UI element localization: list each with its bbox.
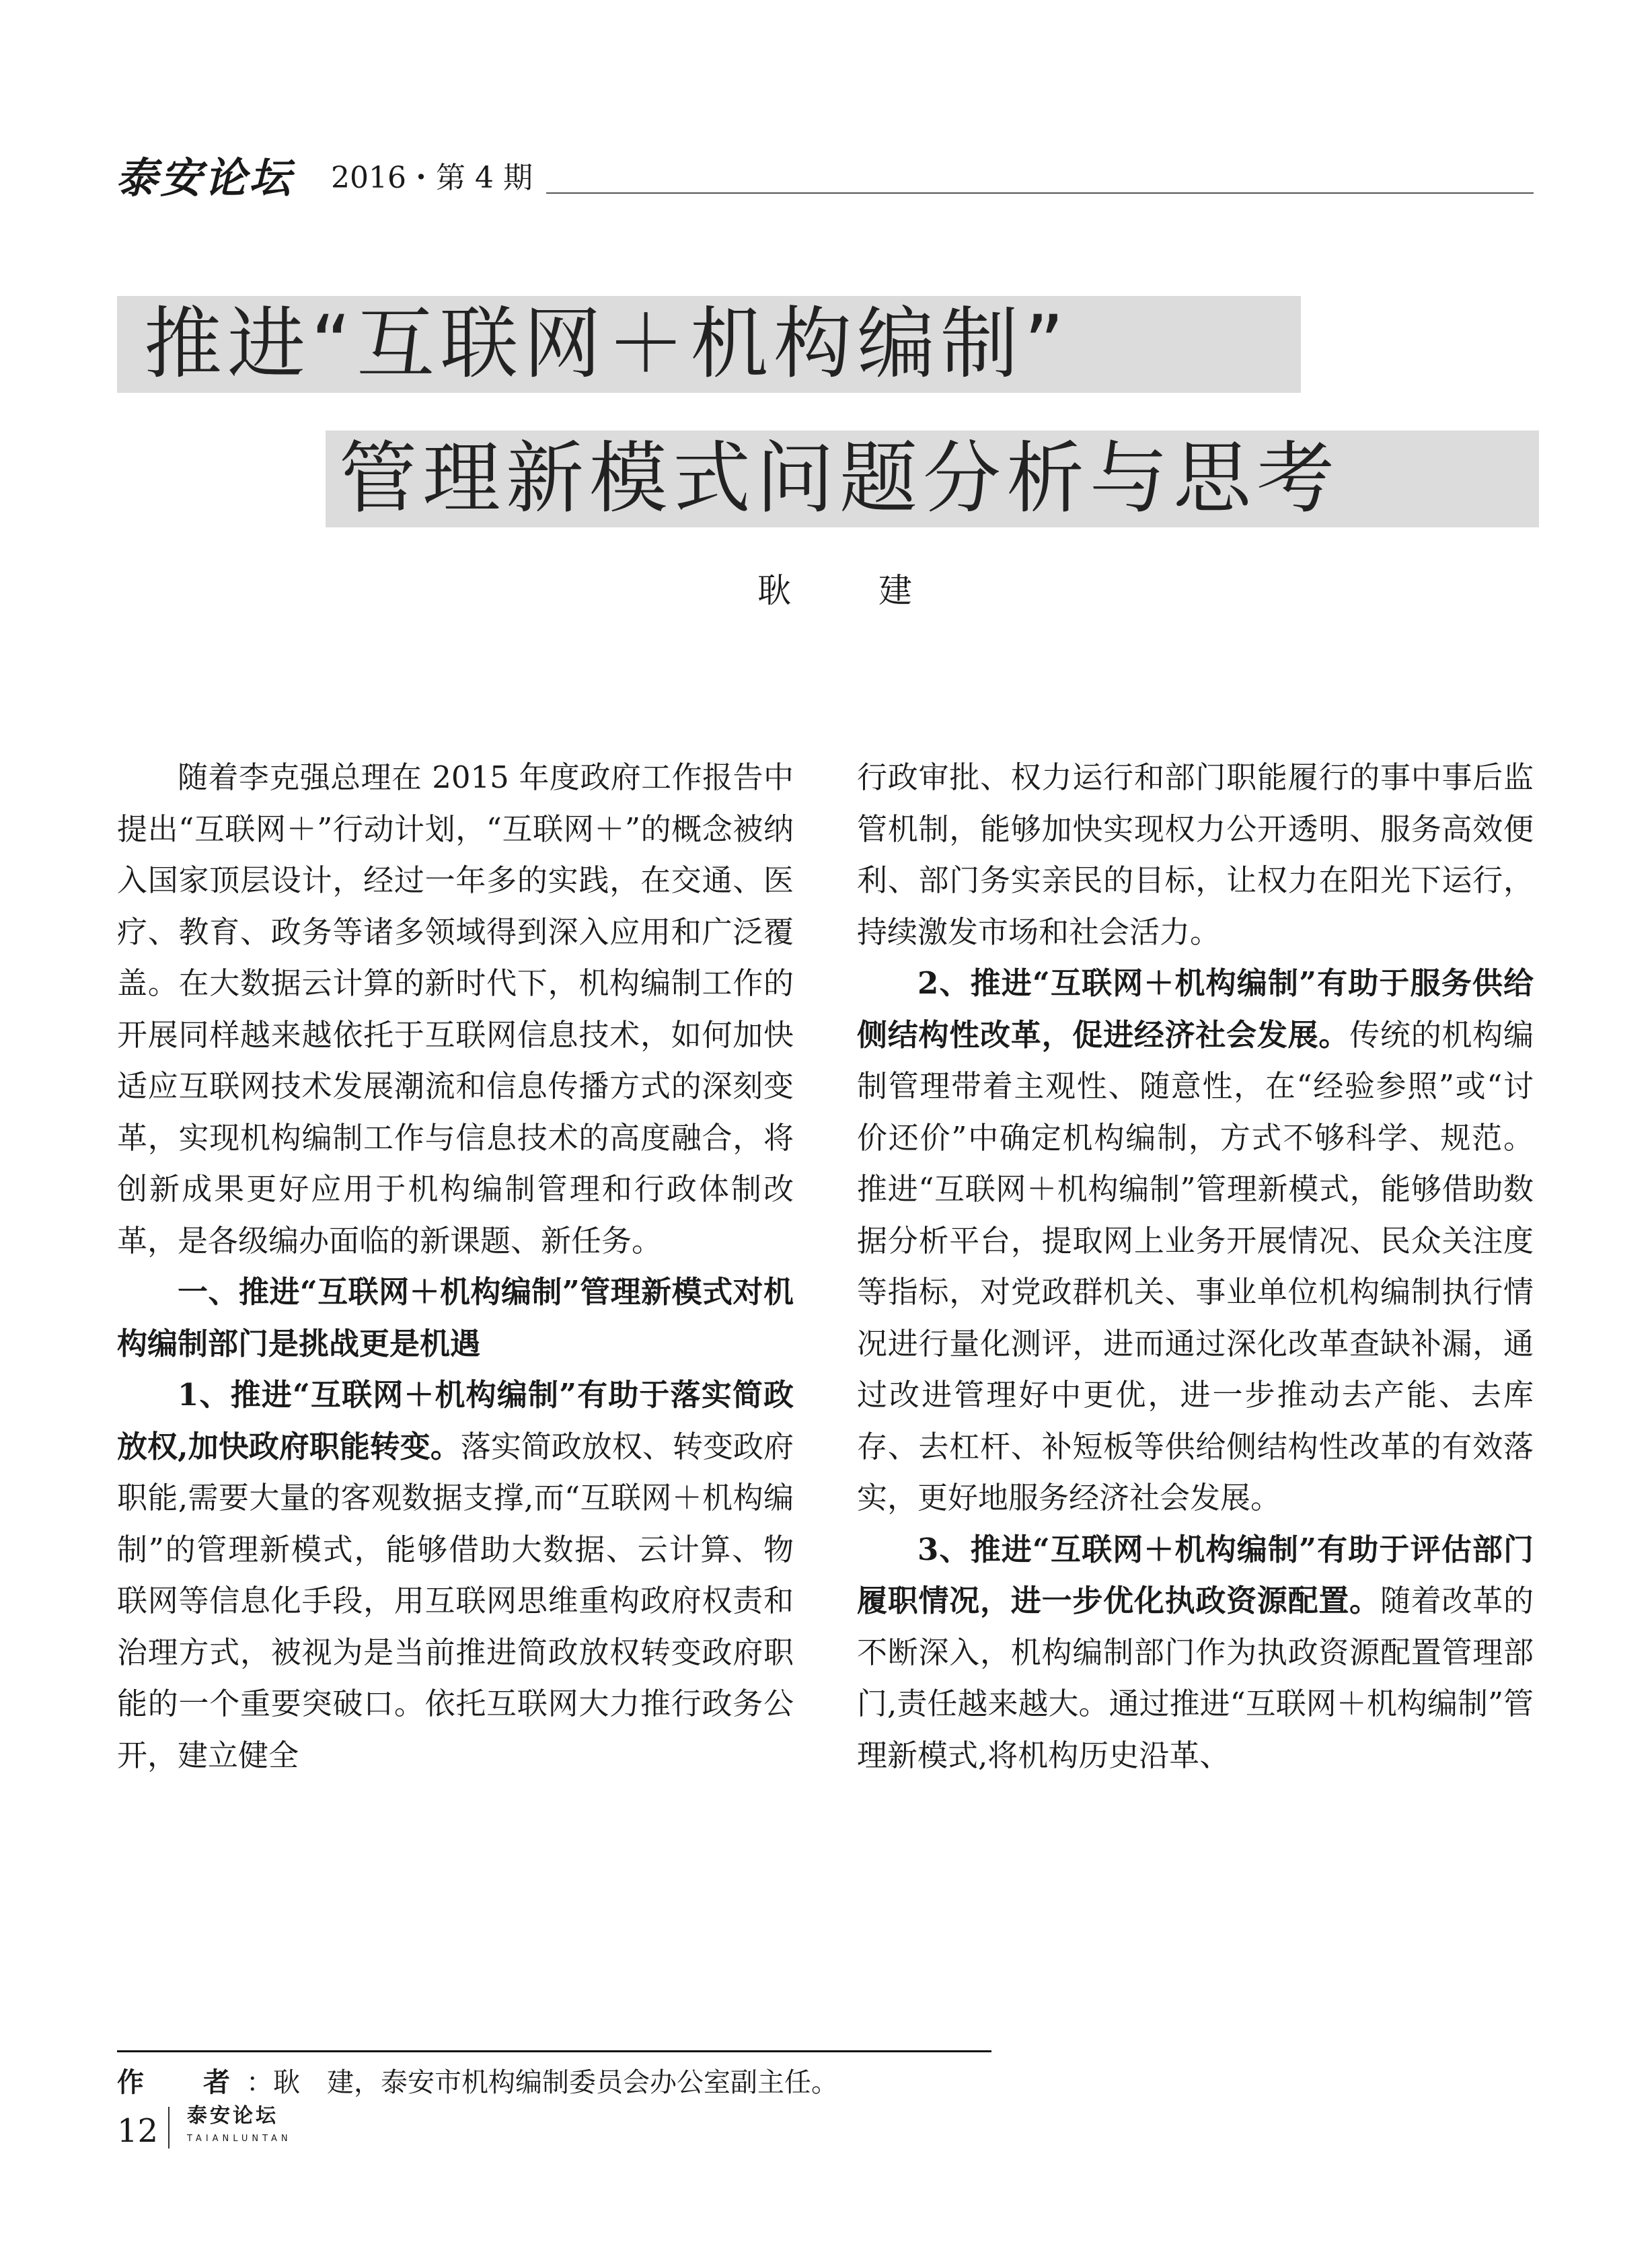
paragraph-2-lead: 2、推进“互联网＋机构编制”有助于服务供给侧结构性改革，促进经济社会发展。 (857, 965, 1534, 1053)
footer-journal-pinyin: TAIANLUNTAN (187, 2134, 292, 2144)
journal-name: 泰安论坛 (116, 153, 294, 202)
right-column (857, 752, 1534, 1781)
paragraph-1-continued: 行政审批、权力运行和部门职能履行的事中事后监管机制，能够加快实现权力公开透明、服务高效便利、部门务实亲民的目标，让权力在阳光下运行，持续激发市场和社会活力。 (857, 759, 1534, 950)
footer-journal-name: 泰安论坛 (187, 2104, 278, 2128)
running-header (116, 155, 1534, 202)
issue-number: 2016・第 4 期 (331, 161, 533, 195)
paragraph-2-text: 传统的机构编制管理带着主观性、随意性，在“经验参照”或“讨价还价”中确定机构编制，方式不够科学、规范。推进“互联网＋机构编制”管理新模式，能够借助数据分析平台，提取网上业务开展情况、民众关注度等指标，对党政群机关、事业单位机构编制执行情况进行量化测评，进而通过深化改革查缺补漏，通过改进管理好中更优，进一步推动去产能、去库存、去杠杆、补短板等供给侧结构性改革的有效落实，更好地服务经济社会发展。 (857, 1016, 1534, 1516)
paragraph-3-lead: 3、推进“互联网＋机构编制”有助于评估部门履职情况，进一步优化执政资源配置。 (857, 1531, 1534, 1618)
paragraph-2 (857, 958, 1534, 1524)
author-name: 耿 建 (757, 571, 939, 610)
paragraph-1 (117, 1370, 794, 1781)
paragraph-3 (857, 1524, 1534, 1782)
title-line-1: 推进“互联网＋机构编制” (117, 296, 1301, 393)
author-footnote (117, 2062, 838, 2103)
section-heading-1: 一、推进“互联网＋机构编制”管理新模式对机构编制部门是挑战更是机遇 (117, 1274, 794, 1361)
intro-paragraph: 随着李克强总理在 2015 年度政府工作报告中提出“互联网＋”行动计划，“互联网＋”的概念被纳入国家顶层设计，经过一年多的实践，在交通、医疗、教育、政务等诸多领域得到深入应用和广泛覆盖。在大数据云计算的新时代下，机构编制工作的开展同样越来越依托于互联网信息技术，如何加快适应互联网技术发展潮流和信息传播方式的深刻变革，实现机构编制工作与信息技术的高度融合，将创新成果更好应用于机构编制管理和行政体制改革，是各级编办面临的新课题、新任务。 (117, 759, 794, 1259)
footnote-label: 作 者 (117, 2067, 246, 2098)
paragraph-1-text: 落实简政放权、转变政府职能,需要大量的客观数据支撑,而“互联网＋机构编制”的管理新模式，能够借助大数据、云计算、物联网等信息化手段，用互联网思维重构政府权责和治理方式，被视为是当前推进简政放权转变政府职能的一个重要突破口。依托互联网大力推行政务公开，建立健全 (117, 1428, 794, 1773)
left-column (117, 752, 794, 1781)
paragraph-1-lead: 1、推进“互联网＋机构编制”有助于落实简政放权,加快政府职能转变。 (117, 1377, 794, 1464)
paragraph-3-text: 随着改革的不断深入，机构编制部门作为执政资源配置管理部门,责任越来越大。通过推进“互联网＋机构编制”管理新模式,将机构历史沿革、 (857, 1583, 1534, 1773)
footer-divider (168, 2107, 170, 2148)
footnote-rule (117, 2050, 991, 2052)
title-line-2: 管理新模式问题分析与思考 (326, 431, 1539, 527)
header-rule (546, 192, 1534, 194)
footnote-text: ：耿 建，泰安市机构编制委员会办公室副主任。 (246, 2067, 838, 2098)
page-number: 12 (117, 2112, 159, 2150)
